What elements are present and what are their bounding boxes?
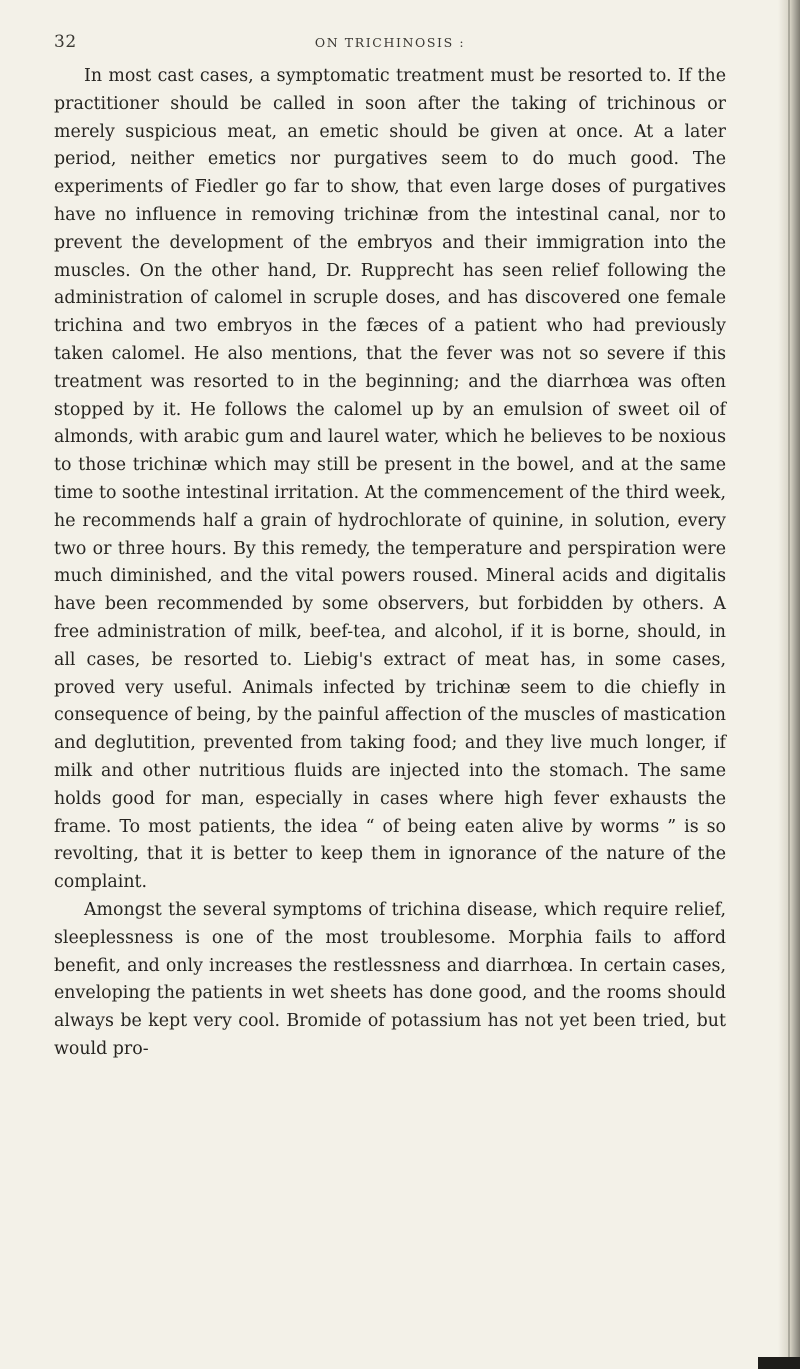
page-header bbox=[54, 32, 726, 54]
page-number: 32 bbox=[54, 32, 77, 52]
paragraph-2: Amongst the several symptoms of trichina disease, which require relief, sleeplessness is one of the most troublesome. Morphia fails to afford benefit, and only increases the restlessness and diarrhœa. In certain cases, enveloping the patients in wet sheets has done good, and the rooms should always be kept very cool. Bromide of potassium has not yet been tried, but would pro- bbox=[54, 899, 726, 1059]
running-head: ON TRICHINOSIS : bbox=[314, 35, 466, 50]
page-edge-line bbox=[788, 0, 790, 1369]
paragraph-1: In most cast cases, a symptomatic treatment must be resorted to. If the practitioner should be called in soon after the taking of trichinous or merely suspicious meat, an emetic should be given at once. At a later period, neither emetics nor purgatives seem to do much good. The experiments of Fiedler go far to show, that even large doses of purgatives have no influence in removing trichinæ from the intestinal canal, nor to prevent the development of the embryos and their immigration into the muscles. On the other hand, Dr. Rupprecht has seen relief following the administration of calomel in scruple doses, and has discovered one female trichina and two embryos in the fæces of a patient who had previously taken calomel. He also mentions, that the fever was not so severe if this treatment was resorted to in the beginning; and the diarrhœa was often stopped by it. He follows the calomel up by an emulsion of sweet oil of almonds, with arabic gum and laurel water, which he believes to be noxious to those trichinæ which may still be present in the bowel, and at the same time to soothe intestinal irritation. At the commencement of the third week, he recommends half a grain of hydrochlorate of quinine, in solution, every two or three hours. By this remedy, the temperature and perspiration were much diminished, and the vital powers roused. Mineral acids and digitalis have been recommended by some observers, but forbidden by others. A free administration of milk, beef-tea, and alcohol, if it is borne, should, in all cases, be resorted to. Liebig's extract of meat has, in some cases, proved very useful. Animals infected by trichinæ seem to die chiefly in consequence of being, by the painful affection of the muscles of mastication and deglutition, prevented from taking food; and they live much longer, if milk and other nutritious fluids are injected into the stomach. The same holds good for man, especially in cases where high fever exhausts the frame. To most patients, the idea “ of being eaten alive by worms ” is so revolting, that it is better to keep them in ignorance of the nature of the complaint. bbox=[54, 66, 726, 893]
body-text bbox=[54, 63, 726, 1064]
corner-scan-mark bbox=[758, 1357, 800, 1369]
